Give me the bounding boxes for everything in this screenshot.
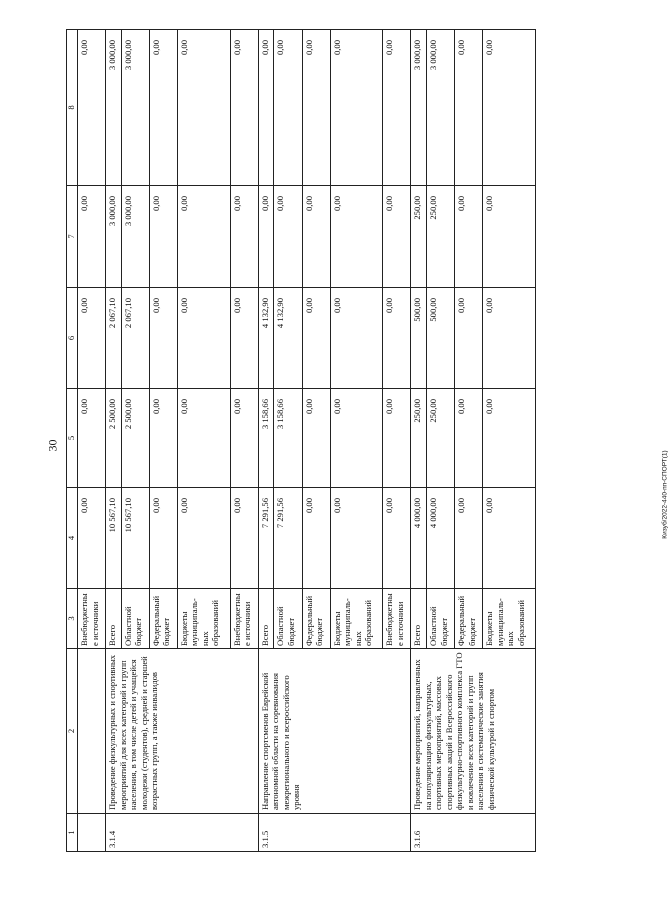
amount-cell: 0,00 [149, 186, 177, 288]
funding-source: Областной бюджет [121, 589, 149, 649]
amount-cell: 0,00 [302, 488, 330, 589]
amount-cell: 3 158,66 [258, 389, 274, 488]
header-cell: 1 [67, 814, 78, 852]
amount-cell: 0,00 [455, 288, 483, 389]
page-number: 30 [45, 439, 60, 452]
amount-cell: 3 000,00 [427, 30, 455, 186]
amount-cell: 3 000,00 [121, 186, 149, 288]
amount-cell: 0,00 [330, 389, 383, 488]
header-cell: 7 [67, 186, 78, 288]
document-code: Кизуб/2022-440-пп-СПОРТ(1) [661, 450, 669, 539]
header-cell: 8 [67, 30, 78, 186]
amount-cell: 4 000,00 [411, 488, 427, 589]
table-row [78, 30, 106, 852]
amount-cell: 0,00 [330, 288, 383, 389]
amount-cell: 0,00 [177, 30, 230, 186]
funding-source: Областной бюджет [427, 589, 455, 649]
amount-cell: 3 000,00 [411, 30, 427, 186]
amount-cell: 0,00 [258, 30, 274, 186]
amount-cell: 0,00 [149, 488, 177, 589]
amount-cell: 0,00 [274, 186, 302, 288]
amount-cell: 0,00 [383, 288, 411, 389]
amount-cell: 0,00 [455, 488, 483, 589]
amount-cell: 0,00 [483, 389, 536, 488]
header-row [67, 30, 78, 852]
amount-cell: 0,00 [230, 488, 258, 589]
amount-cell: 0,00 [78, 288, 106, 389]
amount-cell: 0,00 [483, 288, 536, 389]
amount-cell: 0,00 [383, 30, 411, 186]
header-cell: 3 [67, 589, 78, 649]
amount-cell: 3 000,00 [121, 30, 149, 186]
row-description: Проведение физкультурных и спортивных мероприятий для всех категорий и групп населения, в том числе детей и учащейся молодежи (студентов), средней и старшей возрастных групп, а также инвалидов [106, 649, 259, 814]
amount-cell: 7 291,56 [274, 488, 302, 589]
funding-source: Всего [258, 589, 274, 649]
amount-cell: 0,00 [230, 288, 258, 389]
amount-cell: 4 132,90 [274, 288, 302, 389]
amount-cell: 0,00 [330, 488, 383, 589]
amount-cell: 0,00 [383, 389, 411, 488]
amount-cell: 3 000,00 [106, 186, 122, 288]
funding-source: Бюджеты муниципаль-ных образований [177, 589, 230, 649]
header-cell: 2 [67, 649, 78, 814]
funding-source: Областной бюджет [274, 589, 302, 649]
amount-cell: 2 500,00 [121, 389, 149, 488]
amount-cell: 0,00 [149, 288, 177, 389]
amount-cell: 0,00 [177, 186, 230, 288]
amount-cell: 0,00 [455, 30, 483, 186]
amount-cell: 0,00 [455, 186, 483, 288]
amount-cell: 0,00 [483, 488, 536, 589]
amount-cell: 4 132,90 [258, 288, 274, 389]
header-cell: 6 [67, 288, 78, 389]
amount-cell: 0,00 [330, 186, 383, 288]
amount-cell: 3 000,00 [106, 30, 122, 186]
row-description [78, 649, 106, 814]
amount-cell: 0,00 [149, 389, 177, 488]
amount-cell: 0,00 [302, 186, 330, 288]
table-row [258, 30, 274, 852]
amount-cell: 250,00 [411, 186, 427, 288]
amount-cell: 0,00 [230, 389, 258, 488]
funding-source: Внебюджетные источники [230, 589, 258, 649]
funding-source: Всего [411, 589, 427, 649]
amount-cell: 0,00 [302, 389, 330, 488]
funding-source: Всего [106, 589, 122, 649]
table-row [411, 30, 427, 852]
amount-cell: 2 067,10 [106, 288, 122, 389]
header-cell: 4 [67, 488, 78, 589]
amount-cell: 0,00 [78, 488, 106, 589]
amount-cell: 0,00 [177, 288, 230, 389]
amount-cell: 0,00 [78, 30, 106, 186]
funding-source: Федеральный бюджет [302, 589, 330, 649]
amount-cell: 0,00 [383, 186, 411, 288]
amount-cell: 0,00 [302, 288, 330, 389]
amount-cell: 250,00 [427, 389, 455, 488]
amount-cell: 0,00 [149, 30, 177, 186]
amount-cell: 0,00 [230, 30, 258, 186]
amount-cell: 250,00 [427, 186, 455, 288]
amount-cell: 2 500,00 [106, 389, 122, 488]
amount-cell: 0,00 [177, 389, 230, 488]
amount-cell: 10 567,10 [106, 488, 122, 589]
funding-source: Бюджеты муниципаль-ных образований [330, 589, 383, 649]
amount-cell: 0,00 [383, 488, 411, 589]
amount-cell: 0,00 [302, 30, 330, 186]
funding-source: Федеральный бюджет [455, 589, 483, 649]
row-number: 3.1.6 [411, 814, 536, 852]
funding-source: Внебюджетные источники [78, 589, 106, 649]
funding-source: Бюджеты муниципаль-ных образований [483, 589, 536, 649]
funding-source: Внебюджетные источники [383, 589, 411, 649]
row-number: 3.1.5 [258, 814, 411, 852]
funding-source: Федеральный бюджет [149, 589, 177, 649]
amount-cell: 2 067,10 [121, 288, 149, 389]
row-description: Направление спортсменов Еврейской автономной области на соревнования межрегионального и всероссийского уровня [258, 649, 411, 814]
rotated-table-wrapper [66, 30, 536, 852]
header-cell: 5 [67, 389, 78, 488]
amount-cell: 0,00 [258, 186, 274, 288]
amount-cell: 250,00 [411, 389, 427, 488]
budget-table [66, 29, 536, 852]
amount-cell: 0,00 [483, 30, 536, 186]
row-number: 3.1.4 [106, 814, 259, 852]
amount-cell: 0,00 [230, 186, 258, 288]
amount-cell: 0,00 [78, 186, 106, 288]
amount-cell: 500,00 [427, 288, 455, 389]
table-row [106, 30, 122, 852]
amount-cell: 3 158,66 [274, 389, 302, 488]
amount-cell: 0,00 [177, 488, 230, 589]
amount-cell: 0,00 [483, 186, 536, 288]
amount-cell: 500,00 [411, 288, 427, 389]
amount-cell: 0,00 [78, 389, 106, 488]
amount-cell: 4 000,00 [427, 488, 455, 589]
amount-cell: 0,00 [274, 30, 302, 186]
amount-cell: 0,00 [330, 30, 383, 186]
amount-cell: 0,00 [455, 389, 483, 488]
row-number [78, 814, 106, 852]
row-description: Проведение мероприятий, направленных на популяризацию физкультурных, спортивных мероприятий, массовых спортивных акций и Всероссийского физкультурно-спортивного комплекса ГТО и вовлечение всех категорий и групп населения в систематические занятия физической культурой и спортом [411, 649, 536, 814]
amount-cell: 10 567,10 [121, 488, 149, 589]
amount-cell: 7 291,56 [258, 488, 274, 589]
